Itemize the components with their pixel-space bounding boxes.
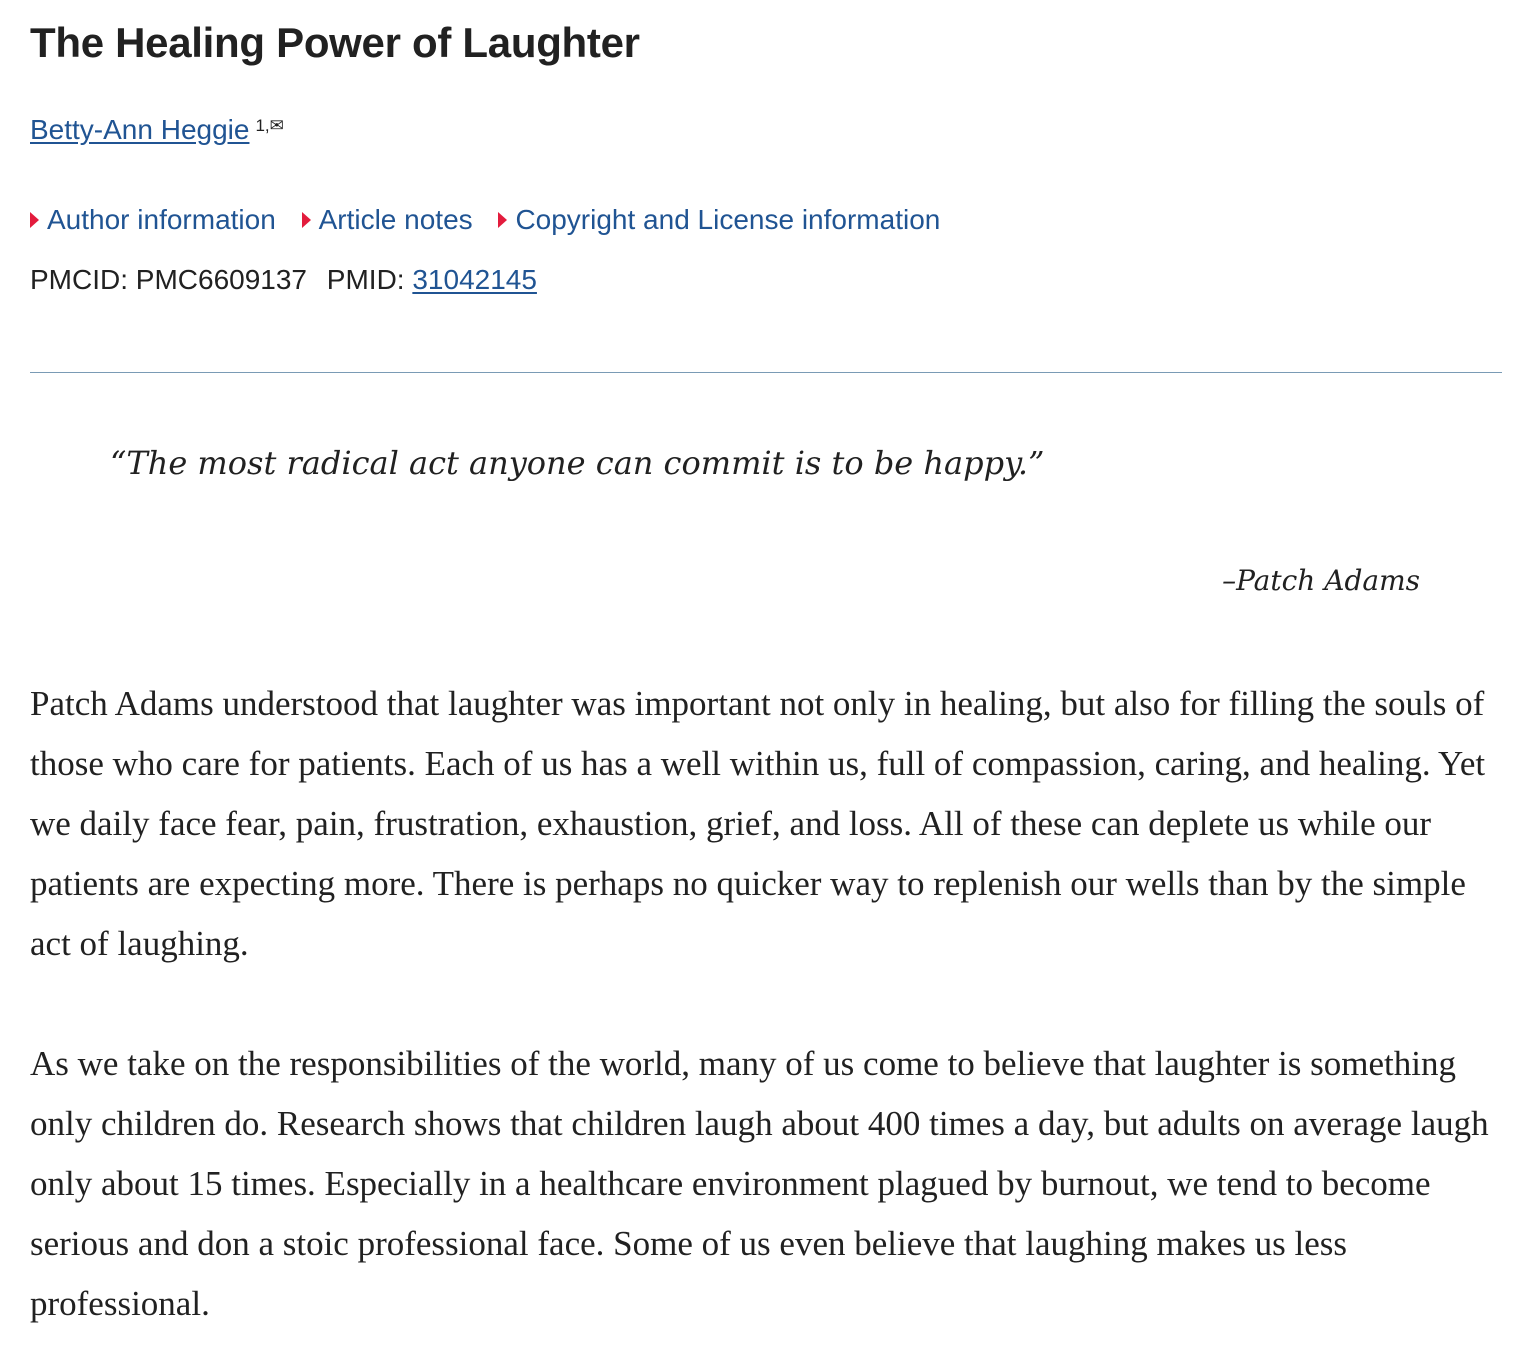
author-information-toggle[interactable] <box>30 204 276 235</box>
article-identifiers <box>30 260 537 300</box>
epigraph-attribution: –Patch Adams <box>1222 564 1420 597</box>
triangle-right-icon <box>498 212 507 228</box>
article-info-links <box>30 200 958 240</box>
article-notes-toggle[interactable] <box>302 204 473 235</box>
copyright-license-label: Copyright and License information <box>515 204 941 235</box>
body-paragraph: As we take on the responsibilities of the world, many of us come to believe that laughter is something only children do. Research shows that children laugh about 400 times a day, but adults on average laugh only about 15 times. Especially in a healthcare environment plagued by burnout, we tend to become serious and don a stoic professional face. Some of us even believe that laughing makes us less professional. <box>30 1044 1489 1323</box>
author-link[interactable]: Betty-Ann Heggie <box>30 114 250 145</box>
affiliation-marker[interactable]: 1,✉ <box>255 116 284 135</box>
copyright-license-toggle[interactable] <box>498 204 940 235</box>
triangle-right-icon <box>302 212 311 228</box>
article-notes-label: Article notes <box>318 204 473 235</box>
pmid-link[interactable]: 31042145 <box>412 264 537 295</box>
triangle-right-icon <box>30 212 39 228</box>
section-divider <box>30 372 1502 373</box>
pmcid-label: PMCID: <box>30 264 128 295</box>
epigraph-quote: “The most radical act anyone can commit is to be happy.” <box>110 444 1045 482</box>
pmcid-value: PMC6609137 <box>135 264 308 295</box>
article-title: The Healing Power of Laughter <box>30 19 640 66</box>
author-information-label: Author information <box>47 204 276 235</box>
author-list <box>30 110 284 150</box>
body-paragraph: Patch Adams understood that laughter was important not only in healing, but also for filling the souls of those who care for patients. Each of us has a well within us, full of compassion, caring, and healing. Yet we daily face fear, pain, frustration, exhaustion, grief, and loss. All of these can deplete us while our patients are expecting more. There is perhaps no quicker way to replenish our wells than by the simple act of laughing. <box>30 684 1486 963</box>
pmid-label: PMID: <box>326 264 405 295</box>
